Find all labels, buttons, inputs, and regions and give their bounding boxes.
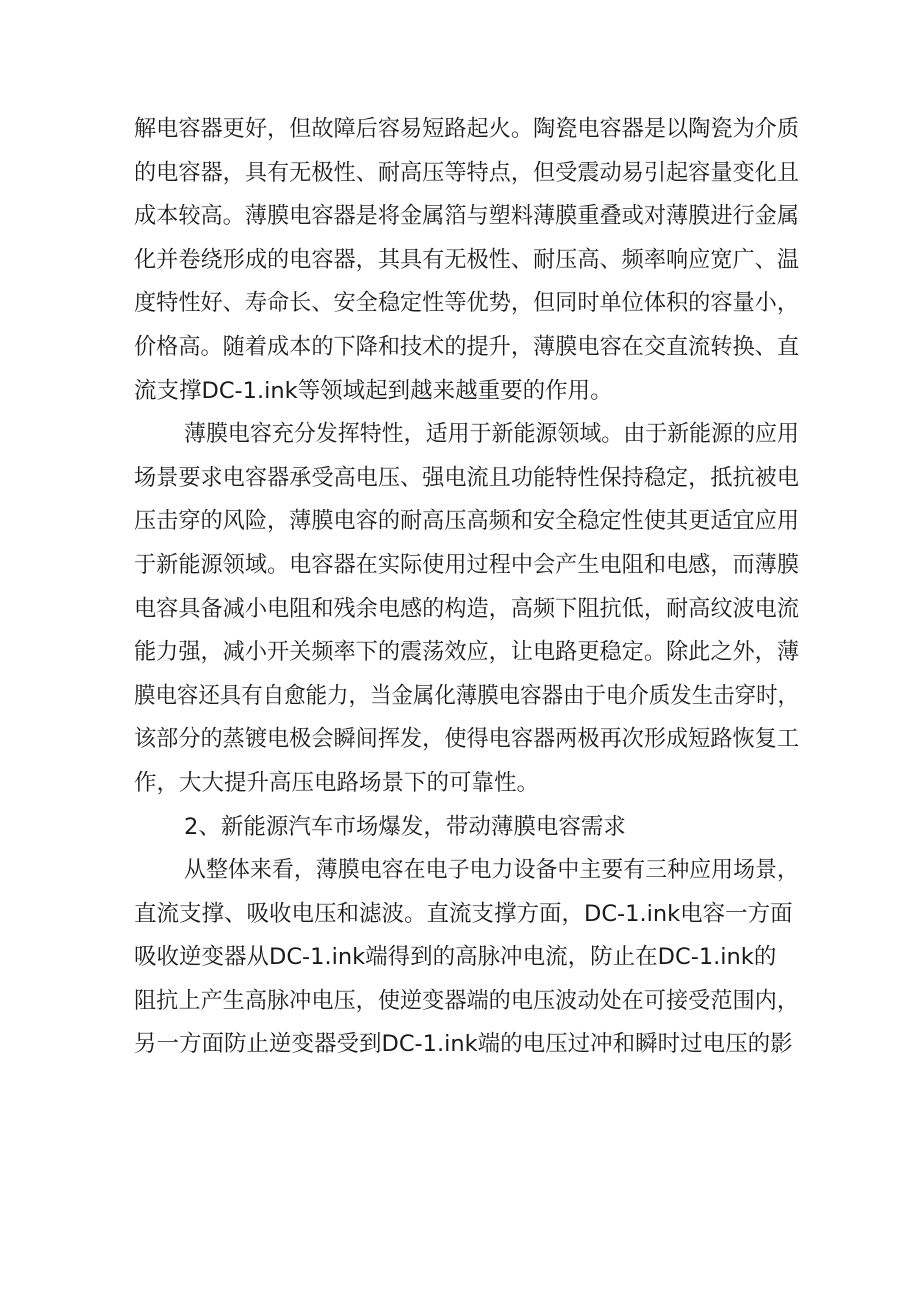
text-line: 压击穿的风险，薄膜电容的耐高压高频和安全稳定性使其更适宜应用 <box>134 508 799 535</box>
text-line: 于新能源领域。电容器在实际使用过程中会产生电阻和电感，而薄膜 <box>134 551 799 578</box>
text-line: 膜电容还具有自愈能力，当金属化薄膜电容器由于电介质发生击穿时， <box>134 682 799 709</box>
text-line: 能力强，减小开关频率下的震荡效应，让电路更稳定。除此之外，薄 <box>134 639 799 666</box>
text-line: 作，大大提升高压电路场景下的可靠性。 <box>134 769 540 796</box>
text-line: 化并卷绕形成的电容器，其具有无极性、耐压高、频率响应宽广、温 <box>134 246 799 273</box>
text-line: 价格高。随着成本的下降和技术的提升，薄膜电容在交直流转换、直 <box>134 333 799 360</box>
text-line: 该部分的蒸镀电极会瞬间挥发，使得电容器两极再次形成短路恢复工 <box>134 726 799 753</box>
text-line: 电容具备减小电阻和残余电感的构造，高频下阻抗低，耐高纹波电流 <box>134 595 799 622</box>
text-line: 的电容器，具有无极性、耐高压等特点，但受震动易引起容量变化且 <box>134 159 799 186</box>
text-line: 场景要求电容器承受高电压、强电流且功能特性保持稳定，抵抗被电 <box>134 464 799 491</box>
text-line: 阻抗上产生高脉冲电压，使逆变器端的电压波动处在可接受范围内， <box>134 987 799 1014</box>
text-line: 直流支撑、吸收电压和滤波。直流支撑方面，DC-1.ink电容一方面 <box>134 900 793 927</box>
text-line: 从整体来看，薄膜电容在电子电力设备中主要有三种应用场景， <box>184 857 799 884</box>
text-line: 流支撑DC-1.ink等领域起到越来越重要的作用。 <box>134 377 613 404</box>
text-line: 解电容器更好，但故障后容易短路起火。陶瓷电容器是以陶瓷为介质 <box>134 116 799 142</box>
text-line: 薄膜电容充分发挥特性，适用于新能源领域。由于新能源的应用 <box>184 421 799 448</box>
document-body <box>134 108 799 1067</box>
text-line: 度特性好、寿命长、安全稳定性等优势，但同时单位体积的容量小， <box>134 290 799 317</box>
text-line: 成本较高。薄膜电容器是将金属箔与塑料薄膜重叠或对薄膜进行金属 <box>134 203 799 230</box>
text-line: 2、新能源汽车市场爆发，带动薄膜电容需求 <box>184 813 626 840</box>
text-line: 另一方面防止逆变器受到DC-1.ink端的电压过冲和瞬时过电压的影 <box>134 1031 793 1058</box>
text-line: 吸收逆变器从DC-1.ink端得到的高脉冲电流，防止在DC-1.ink的 <box>134 944 777 971</box>
